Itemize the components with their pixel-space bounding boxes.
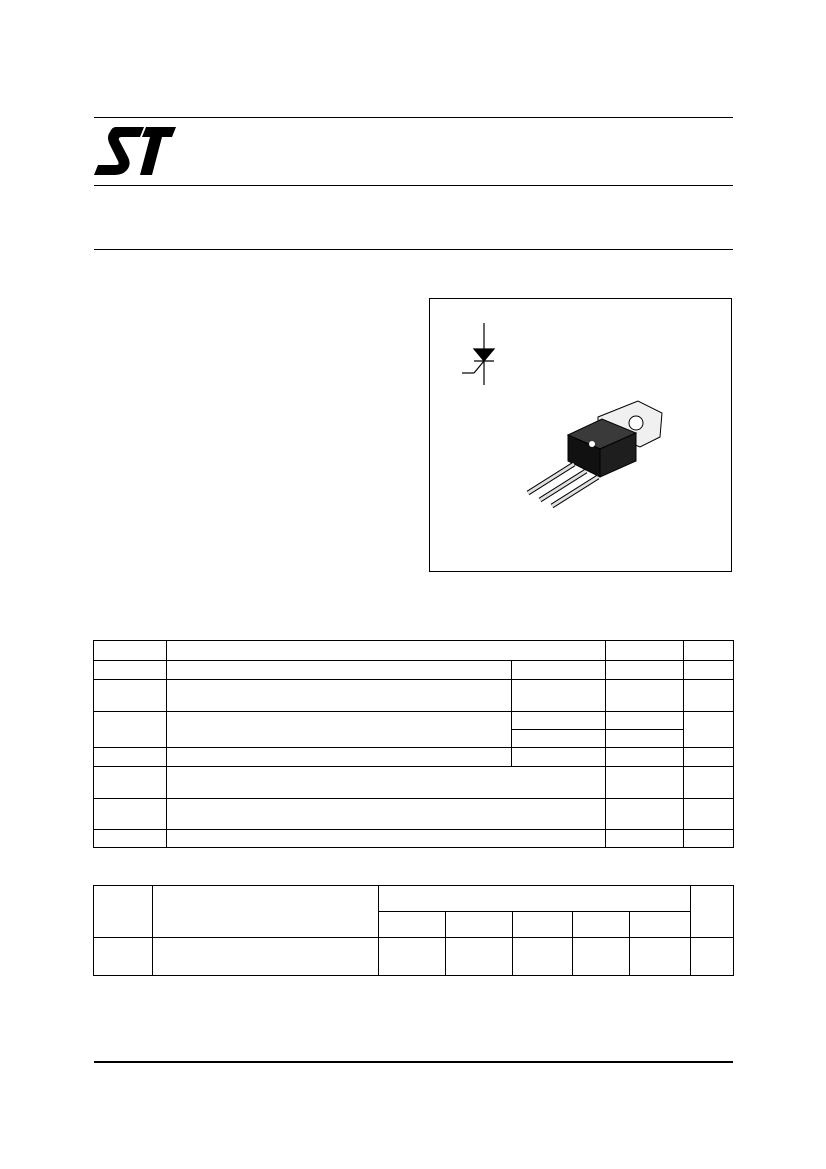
- package-illustration-box: [429, 298, 732, 572]
- scr-thyristor-symbol-icon: [462, 323, 494, 385]
- table-cell: [684, 641, 734, 661]
- table-cell: [512, 730, 606, 748]
- table-cell: [512, 712, 606, 730]
- table-cell: [630, 912, 691, 938]
- table-cell: [167, 748, 512, 767]
- table-cell: [684, 712, 734, 748]
- table-cell: [630, 938, 691, 976]
- header-rule: [94, 185, 733, 186]
- table-cell: [94, 799, 167, 830]
- table-cell: [606, 641, 684, 661]
- table-row: [94, 641, 734, 661]
- table-cell: [94, 748, 167, 767]
- table-row: [94, 767, 734, 799]
- st-logo-icon: [94, 125, 176, 177]
- table-cell: [691, 938, 734, 976]
- st-logo: [94, 125, 176, 177]
- table-cell: [684, 830, 734, 848]
- table-row: [94, 830, 734, 848]
- table-cell: [606, 661, 684, 680]
- table-cell: [512, 748, 606, 767]
- table-cell: [446, 912, 513, 938]
- table-row: [94, 748, 734, 767]
- table-row: [94, 938, 734, 976]
- table-cell: [153, 938, 379, 976]
- table-cell: [513, 912, 573, 938]
- table-cell: [684, 680, 734, 712]
- table-cell: [684, 748, 734, 767]
- table-cell: [94, 661, 167, 680]
- table-row: [94, 886, 734, 912]
- table-cell: [379, 938, 446, 976]
- table-cell: [573, 938, 630, 976]
- table-cell: [379, 912, 446, 938]
- title-rule: [94, 249, 733, 250]
- table-cell: [606, 799, 684, 830]
- table-cell: [684, 767, 734, 799]
- table-cell: [573, 912, 630, 938]
- table-cell: [446, 938, 513, 976]
- table-cell: [94, 886, 153, 938]
- table-cell: [94, 680, 167, 712]
- table-cell: [513, 938, 573, 976]
- table-cell: [606, 730, 684, 748]
- footer-rule: [94, 1061, 733, 1063]
- table-row: [94, 712, 734, 730]
- table-row: [94, 680, 734, 712]
- ratings-table: [93, 640, 734, 848]
- table-cell: [606, 767, 684, 799]
- table-cell: [167, 661, 512, 680]
- table-cell: [606, 712, 684, 730]
- table-cell: [167, 799, 606, 830]
- table-cell: [167, 712, 512, 748]
- table-row: [94, 661, 734, 680]
- table-cell: [94, 767, 167, 799]
- table-cell: [94, 830, 167, 848]
- table-cell: [94, 712, 167, 748]
- package-illustration: [430, 299, 733, 573]
- table-cell: [606, 830, 684, 848]
- table-cell: [167, 680, 512, 712]
- table-cell: [94, 938, 153, 976]
- table-cell: [167, 767, 606, 799]
- table-cell: [153, 886, 379, 938]
- table-row: [94, 799, 734, 830]
- table-cell: [94, 641, 167, 661]
- to220-package-icon: [528, 401, 662, 506]
- top-rule: [94, 117, 733, 118]
- table-cell: [512, 680, 606, 712]
- table-cell: [167, 830, 606, 848]
- table-cell: [606, 748, 684, 767]
- table-cell: [606, 680, 684, 712]
- characteristics-table: [93, 885, 734, 976]
- table-cell: [684, 661, 734, 680]
- table-cell: [167, 641, 606, 661]
- table-cell: [684, 799, 734, 830]
- table-cell: [512, 661, 606, 680]
- table-cell: [379, 886, 691, 912]
- table-cell: [691, 886, 734, 938]
